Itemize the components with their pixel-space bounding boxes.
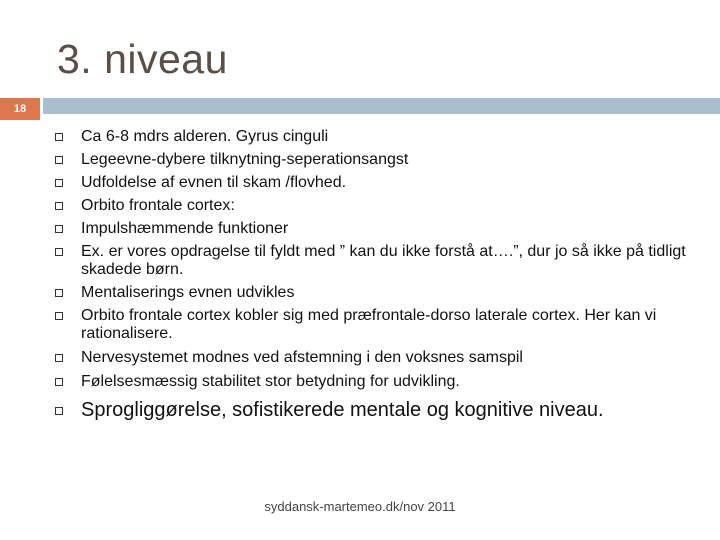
square-bullet-icon <box>55 407 63 415</box>
square-bullet-icon <box>55 179 63 187</box>
square-bullet-icon <box>55 202 63 210</box>
bullet-item <box>55 349 695 367</box>
bullet-text: Impulshæmmende funktioner <box>81 220 289 237</box>
bullet-text: Mentaliserings evnen udvikles <box>81 284 295 301</box>
bullet-item <box>55 151 695 169</box>
bullet-text: Ca 6-8 mdrs alderen. Gyrus cinguli <box>81 128 329 145</box>
square-bullet-icon <box>55 248 63 256</box>
bullet-text: Ex. er vores opdragelse til fyldt med ” kan du ikke forstå at….”, dur jo så ikke på tidligt skadede børn. <box>81 243 686 278</box>
bullet-item <box>55 174 695 192</box>
bullet-list <box>55 128 695 426</box>
square-bullet-icon <box>55 312 63 320</box>
bullet-text: Nervesystemet modnes ved afstemning i den voksnes samspil <box>81 349 523 366</box>
slide-footer: syddansk-martemeo.dk/nov 2011 <box>264 499 456 514</box>
bullet-text: Legeevne-dybere tilknytning-seperationsangst <box>81 151 409 168</box>
square-bullet-icon <box>55 156 63 164</box>
bullet-item <box>55 373 695 391</box>
bullet-item <box>55 197 695 215</box>
square-bullet-icon <box>55 133 63 141</box>
square-bullet-icon <box>55 378 63 386</box>
slide-title: 3. niveau <box>57 36 228 82</box>
bullet-text: Udfoldelse af evnen til skam /flovhed. <box>81 174 347 191</box>
square-bullet-icon <box>55 225 63 233</box>
bullet-text: Orbito frontale cortex: <box>81 197 235 214</box>
bullet-text: Følelsesmæssig stabilitet stor betydning for udvikling. <box>81 373 460 390</box>
bullet-item <box>55 128 695 146</box>
bullet-item <box>55 307 695 343</box>
slide-number-badge: 18 <box>0 98 40 120</box>
square-bullet-icon <box>55 354 63 362</box>
square-bullet-icon <box>55 289 63 297</box>
bullet-item <box>55 284 695 302</box>
bullet-item <box>55 399 695 421</box>
bullet-item <box>55 243 695 279</box>
header-rule <box>43 98 720 114</box>
bullet-item <box>55 220 695 238</box>
bullet-text: Sprogliggørelse, sofistikerede mentale og kognitive niveau. <box>81 399 604 421</box>
bullet-text: Orbito frontale cortex kobler sig med præfrontale-dorso laterale cortex. Her kan vi rationalisere. <box>81 307 657 342</box>
